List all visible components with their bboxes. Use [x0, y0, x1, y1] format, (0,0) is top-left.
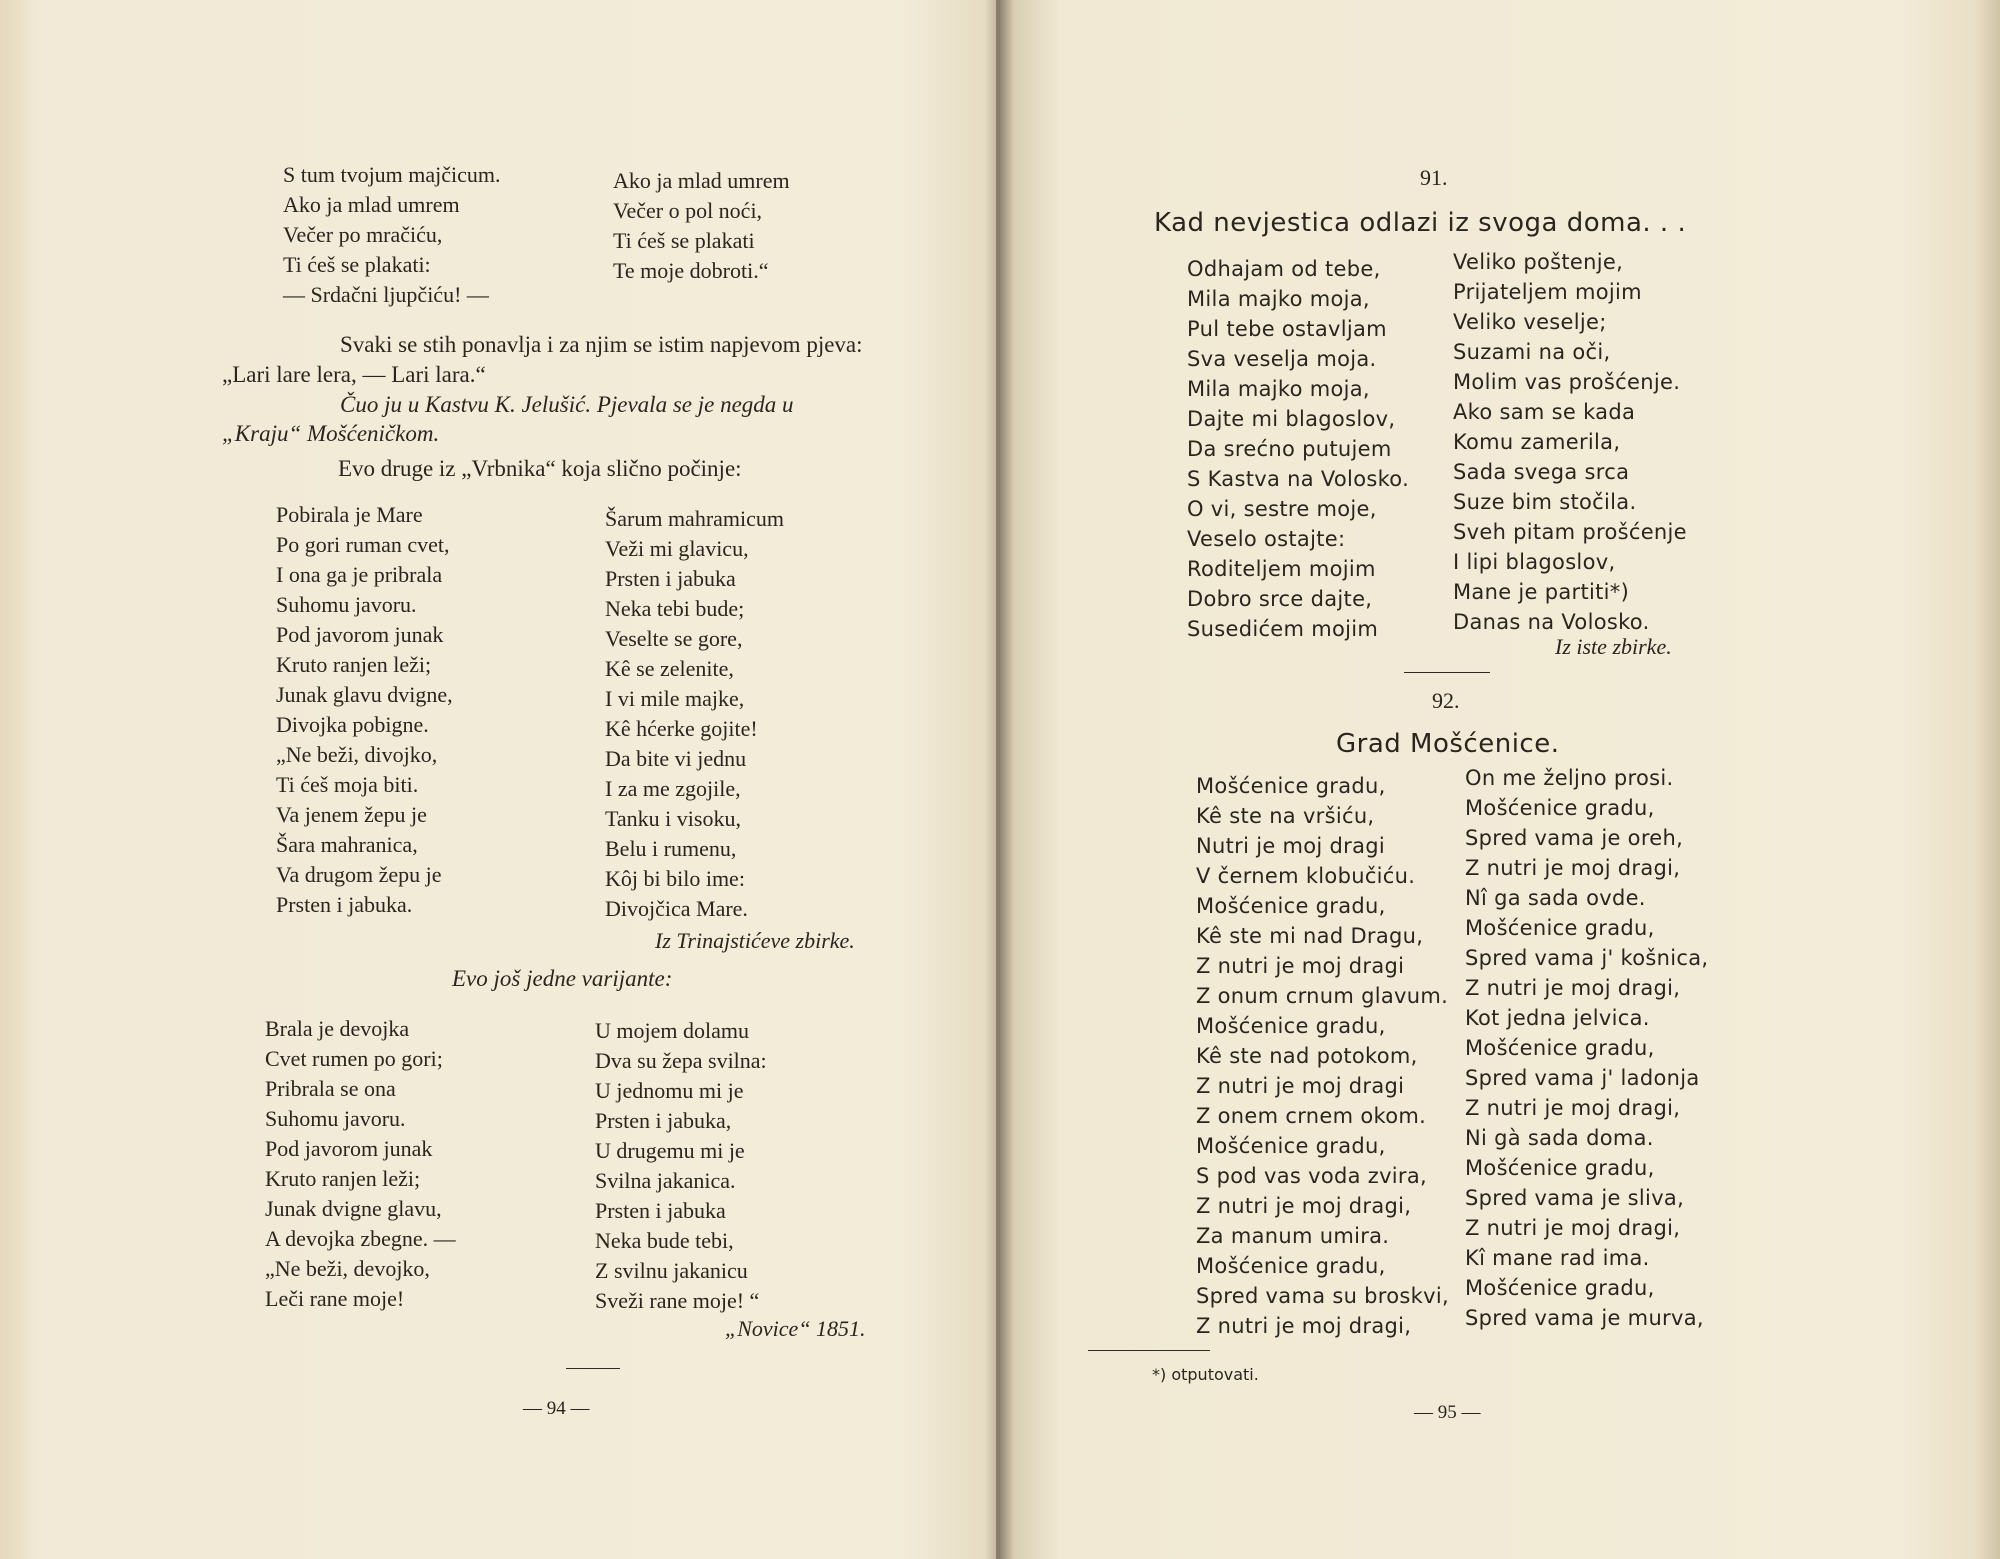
verse-line: Z nutri je moj dragi, — [1465, 1216, 1681, 1240]
source-trinajstic: Iz Trinajstićeve zbirke. — [655, 928, 855, 953]
verse-line: Večer o pol noći, — [613, 198, 763, 223]
poem3-right-column — [595, 1016, 767, 1316]
verse-line: Ako ja mlad umrem — [283, 192, 460, 217]
paragraph-source-note: Čuo ju u Kastvu K. Jelušić. Pjevala se je negda u — [340, 392, 794, 417]
source-iste-zbirke: Iz iste zbirke. — [1555, 634, 1672, 659]
verse-line: U drugemu mi je — [595, 1138, 745, 1163]
verse-line: Spred vama je sliva, — [1465, 1186, 1685, 1210]
verse-line: Veliko veselje; — [1453, 310, 1607, 334]
verse-line: Šarum mahramicum — [605, 506, 785, 531]
verse-line: Prsten i jabuka — [595, 1198, 726, 1223]
verse-line: Z nutri je moj dragi — [1196, 1074, 1405, 1098]
verse-line: I za me zgojile, — [605, 776, 741, 801]
verse-line: Dajte mi blagoslov, — [1187, 407, 1396, 431]
verse-line: Suhomu javoru. — [276, 592, 417, 617]
verse-line: S pod vas voda zvira, — [1196, 1164, 1428, 1188]
paragraph-source-note-cont: „Kraju“ Mošćeničkom. — [222, 421, 440, 446]
verse-line: Divojčica Mare. — [605, 896, 748, 921]
verse-line: Neka bude tebi, — [595, 1228, 734, 1253]
verse-line: Pod javorom junak — [276, 622, 444, 647]
verse-line: Z nutri je moj dragi, — [1196, 1314, 1412, 1338]
song-92-left-column — [1196, 771, 1449, 1341]
verse-line: Pod javorom junak — [265, 1136, 433, 1161]
verse-line: Mošćenice gradu, — [1465, 1036, 1655, 1060]
verse-line: Nî ga sada ovde. — [1465, 886, 1646, 910]
verse-line: Po gori ruman cvet, — [276, 532, 450, 557]
verse-line: Kê ste na vršiću, — [1196, 804, 1375, 828]
verse-line: Z svilnu jakanicu — [595, 1258, 748, 1283]
source-novice: „Novice“ 1851. — [725, 1316, 866, 1341]
verse-line: I ona ga je pribrala — [276, 562, 443, 587]
verse-line: Prsten i jabuka, — [595, 1108, 732, 1133]
verse-line: Mošćenice gradu, — [1465, 1156, 1655, 1180]
verse-line: Leči rane moje! — [265, 1286, 405, 1311]
verse-line: Sada svega srca — [1453, 460, 1630, 484]
verse-line: Suzami na oči, — [1453, 340, 1611, 364]
verse-line: Odhajam od tebe, — [1187, 257, 1381, 281]
verse-line: Z onem crnem okom. — [1196, 1104, 1427, 1128]
verse-line: Komu zamerila, — [1453, 430, 1621, 454]
verse-line: S tum tvojum majčicum. — [283, 162, 501, 187]
verse-line: Spred vama j' košnica, — [1465, 946, 1709, 970]
paragraph-intro-second: Evo druge iz „Vrbnika“ koja slično počinje: — [338, 456, 742, 481]
verse-line: Da bite vi jednu — [605, 746, 747, 771]
paragraph-intro-variant: Evo još jedne varijante: — [452, 966, 673, 991]
verse-line: Z nutri je moj dragi, — [1196, 1194, 1412, 1218]
verse-line: Šara mahranica, — [276, 832, 418, 857]
verse-line: Večer po mračiću, — [283, 222, 443, 247]
verse-line: S Kastva na Volosko. — [1187, 467, 1410, 491]
verse-line: Junak glavu dvigne, — [276, 682, 453, 707]
paragraph-repeat-note: Svaki se stih ponavlja i za njim se istim napjevom pjeva: — [340, 332, 863, 357]
verse-line: Brala je devojka — [265, 1016, 410, 1041]
verse-line: Susedićem mojim — [1187, 617, 1379, 641]
poem2-left-column — [276, 500, 453, 920]
verse-line: Pribrala se ona — [265, 1076, 396, 1101]
verse-line: Ti ćeš se plakati — [613, 228, 755, 253]
verse-line: I lipi blagoslov, — [1453, 550, 1616, 574]
verse-line: Dobro srce dajte, — [1187, 587, 1373, 611]
verse-line: Spred vama j' ladonja — [1465, 1066, 1700, 1090]
verse-line: Mošćenice gradu, — [1465, 916, 1655, 940]
verse-line: Suhomu javoru. — [265, 1106, 406, 1131]
verse-line: Te moje dobroti.“ — [613, 258, 769, 283]
song-91-right-column — [1453, 247, 1687, 637]
verse-line: V černem klobučiću. — [1196, 864, 1416, 888]
verse-line: O vi, sestre moje, — [1187, 497, 1377, 521]
poem1-left-column — [283, 160, 501, 310]
poem2-right-column — [605, 504, 784, 924]
verse-line: Mošćenice gradu, — [1196, 894, 1386, 918]
verse-line: Sveži rane moje! “ — [595, 1288, 760, 1313]
verse-line: Z nutri je moj dragi, — [1465, 856, 1681, 880]
song-91-left-column — [1187, 254, 1409, 644]
verse-line: Molim vas prošćenje. — [1453, 370, 1681, 394]
verse-line: Veliko poštenje, — [1453, 250, 1624, 274]
song-91-title: Kad nevjestica odlazi iz svoga doma. . . — [1154, 208, 1687, 238]
verse-line: Ako sam se kada — [1453, 400, 1636, 424]
verse-line: Ni gà sada doma. — [1465, 1126, 1654, 1150]
verse-line: Prijateljem mojim — [1453, 280, 1642, 304]
verse-line: Kê se zelenite, — [605, 656, 734, 681]
verse-line: — Srdačni ljupčiću! — — [283, 282, 489, 307]
verse-line: Mošćenice gradu, — [1196, 1134, 1386, 1158]
verse-line: Mošćenice gradu, — [1196, 774, 1386, 798]
right-page — [1000, 0, 2000, 1559]
page-number: — 95 — — [1414, 1402, 1481, 1423]
verse-line: Dva su žepa svilna: — [595, 1048, 767, 1073]
verse-line: Kî mane rad ima. — [1465, 1246, 1650, 1270]
verse-line: Pul tebe ostavljam — [1187, 317, 1387, 341]
verse-line: Ti ćeš moja biti. — [276, 772, 419, 797]
verse-line: Z onum crnum glavum. — [1196, 984, 1449, 1008]
verse-line: Veselo ostajte: — [1187, 527, 1346, 551]
verse-line: Kê hćerke gojite! — [605, 716, 758, 741]
verse-line: Kê ste nad potokom, — [1196, 1044, 1418, 1068]
verse-line: Kôj bi bilo ime: — [605, 866, 745, 891]
verse-line: Tanku i visoku, — [605, 806, 741, 831]
footnote-rule — [1088, 1350, 1210, 1351]
verse-line: Belu i rumenu, — [605, 836, 737, 861]
verse-line: Danas na Volosko. — [1453, 610, 1650, 634]
song-91-number: 91. — [1420, 165, 1448, 190]
verse-line: Mila majko moja, — [1187, 377, 1370, 401]
verse-line: Va drugom žepu je — [276, 862, 442, 887]
verse-line: Kot jedna jelvica. — [1465, 1006, 1650, 1030]
verse-line: Z nutri je moj dragi — [1196, 954, 1405, 978]
verse-line: U mojem dolamu — [595, 1018, 749, 1043]
verse-line: Spred vama je oreh, — [1465, 826, 1684, 850]
verse-line: Veži mi glavicu, — [605, 536, 749, 561]
verse-line: „Ne beži, devojko, — [265, 1256, 430, 1281]
verse-line: Kruto ranjen leži; — [276, 652, 432, 677]
verse-line: Sva veselja moja. — [1187, 347, 1377, 371]
poem1-right-column — [613, 166, 790, 286]
verse-line: Kruto ranjen leži; — [265, 1166, 421, 1191]
poem3-left-column — [265, 1014, 456, 1314]
verse-line: Mošćenice gradu, — [1196, 1254, 1386, 1278]
verse-line: Svilna jakanica. — [595, 1168, 736, 1193]
verse-line: Mošćenice gradu, — [1465, 1276, 1655, 1300]
verse-line: Ti ćeš se plakati: — [283, 252, 431, 277]
verse-line: I vi mile majke, — [605, 686, 745, 711]
verse-line: „Ne beži, divojko, — [276, 742, 438, 767]
verse-line: U jednomu mi je — [595, 1078, 744, 1103]
verse-line: Va jenem žepu je — [276, 802, 427, 827]
verse-line: Mošćenice gradu, — [1465, 796, 1655, 820]
verse-line: Z nutri je moj dragi, — [1465, 1096, 1681, 1120]
verse-line: Prsten i jabuka — [605, 566, 736, 591]
divider-rule — [566, 1368, 620, 1369]
verse-line: Kê ste mi nad Dragu, — [1196, 924, 1424, 948]
verse-line: Pobirala je Mare — [276, 502, 423, 527]
song-92-title: Grad Mošćenice. — [1336, 729, 1560, 759]
page-number: — 94 — — [523, 1398, 590, 1419]
footnote: *) otputovati. — [1152, 1365, 1259, 1384]
verse-line: Mošćenice gradu, — [1196, 1014, 1386, 1038]
verse-line: Da srećno putujem — [1187, 437, 1392, 461]
verse-line: A devojka zbegne. — — [265, 1226, 456, 1251]
verse-line: Mila majko moja, — [1187, 287, 1370, 311]
verse-line: Nutri je moj dragi — [1196, 834, 1386, 858]
verse-line: Roditeljem mojim — [1187, 557, 1376, 581]
verse-line: Ako ja mlad umrem — [613, 168, 790, 193]
verse-line: Junak dvigne glavu, — [265, 1196, 442, 1221]
verse-line: Mane je partiti*) — [1453, 580, 1630, 604]
divider-rule — [1404, 672, 1490, 673]
verse-line: Suze bim stočila. — [1453, 490, 1637, 514]
verse-line: Veselte se gore, — [605, 626, 743, 651]
verse-line: On me željno prosi. — [1465, 766, 1674, 790]
verse-line: Spred vama su broskvi, — [1196, 1284, 1449, 1308]
verse-line: Divojka pobigne. — [276, 712, 429, 737]
song-92-number: 92. — [1432, 688, 1460, 713]
verse-line: Neka tebi bude; — [605, 596, 745, 621]
verse-line: Cvet rumen po gori; — [265, 1046, 443, 1071]
verse-line: Za manum umira. — [1196, 1224, 1390, 1248]
verse-line: Prsten i jabuka. — [276, 892, 413, 917]
song-92-right-column — [1465, 763, 1708, 1333]
verse-line: Spred vama je murva, — [1465, 1306, 1704, 1330]
verse-line: Sveh pitam prošćenje — [1453, 520, 1687, 544]
verse-line: Z nutri je moj dragi, — [1465, 976, 1681, 1000]
paragraph-refrain: „Lari lare lera, — Lari lara.“ — [222, 362, 486, 387]
